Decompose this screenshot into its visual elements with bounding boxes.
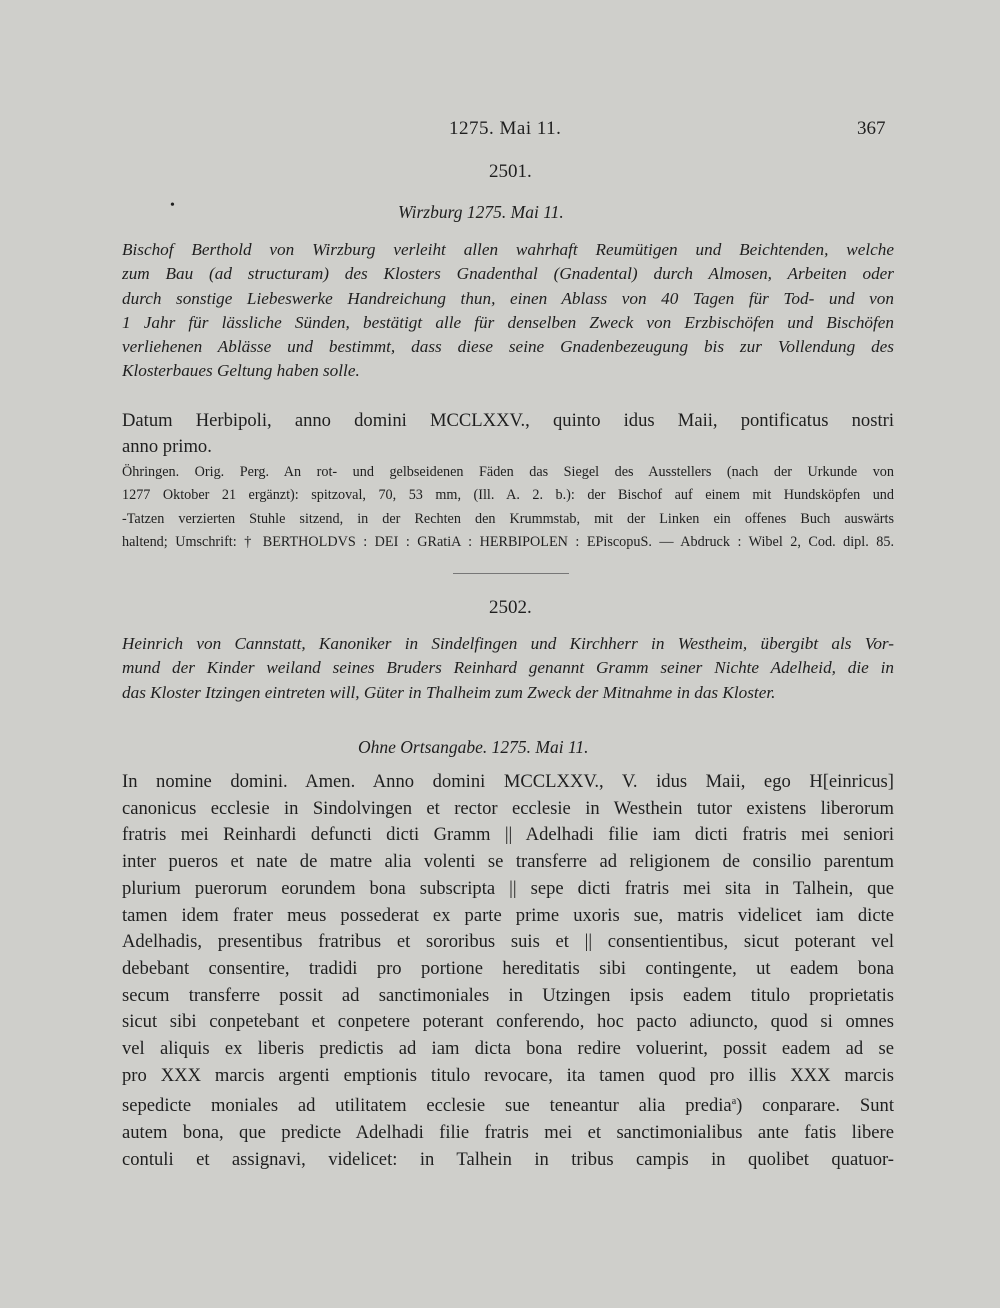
regest-line: 1 Jahr für lässliche Sünden, bestätigt alle für denselben Zweck von Erzbischöfen und Bischöfen (122, 312, 894, 332)
note-line: Öhringen. Orig. Perg. An rot- und gelbseidenen Fäden das Siegel des Ausstellers (nach der Urkunde von (122, 464, 894, 480)
text-line: In nomine domini. Amen. Anno domini MCCLXXV., V. idus Maii, ego H[einricus] (122, 771, 894, 792)
text-segment: sepedicte moniales ad utilitatem ecclesie sue teneantur alia predia (122, 1095, 732, 1117)
text-line: debebant consentire, tradidi pro portione hereditatis sibi contingente, ut eadem bona (122, 957, 894, 979)
text-line: canonicus ecclesie in Sindolvingen et rector ecclesie in Westhein tutor existens liberorum (122, 797, 894, 819)
regest-line: zum Bau (ad structuram) des Klosters Gnadenthal (Gnadental) durch Almosen, Arbeiten oder (122, 264, 894, 284)
text-line: plurium puerorum eorundem bona subscripta || sepe dicti fratris mei sita in Talhein, que (122, 877, 894, 899)
text-line: Adelhadis, presentibus fratribus et sororibus suis et || consentientibus, sicut poterant vel (122, 931, 894, 953)
text-line: fratris mei Reinhardi defuncti dicti Gramm || Adelhadi filie iam dicti fratris mei seniori (122, 824, 894, 846)
text-line: sicut sibi conpetebant et conpetere poterant conferendo, hoc pacto adiuncto, quod si omnes (122, 1011, 894, 1033)
place-date-2502: Ohne Ortsangabe. 1275. Mai 11. (358, 737, 589, 757)
regest-line: verliehenen Ablässe und bestimmt, dass diese seine Gnadenbezeugung bis zur Vollendung des (122, 337, 894, 357)
regest-line: Bischof Berthold von Wirzburg verleiht allen wahrhaft Reumütigen und Beichtenden, welche (122, 240, 894, 259)
charter-text-2502 (122, 769, 894, 1174)
text-line: contuli et assignavi, videlicet: in Talhein in tribus campis in quolibet quatuor- (122, 1149, 894, 1171)
document-number-2502: 2502. (489, 597, 532, 618)
regest-line: Klosterbaues Geltung haben solle. (122, 361, 360, 381)
bullet-mark: • (170, 198, 175, 213)
text-line: inter pueros et nate de matre alia volenti se transferre ad religionem de consilio parentum (122, 851, 894, 873)
note-line: haltend; Umschrift: † BERTHOLDVS : DEI : GRatiA : HERBIPOLEN : EPiscopuS. — Abdruck : Wibel 2, Cod. dipl. 85. (122, 534, 894, 551)
regest-line: mund der Kinder weiland seines Bruders Reinhard genannt Gramm seiner Nichte Adelheid, die in (122, 658, 894, 678)
regest-line: das Kloster Itzingen eintreten will, Güter in Thalheim zum Zweck der Mitnahme in das Kloster. (122, 682, 776, 702)
footnote-marker: a (731, 1096, 737, 1108)
regest-2502 (122, 632, 894, 705)
datum-clause-2501 (122, 408, 894, 460)
text-segment: ) conparare. Sunt (736, 1095, 894, 1117)
note-line: -Tatzen verzierten Stuhle sitzend, in der Rechten den Krummstab, mit der Linken ein offenes Buch auswärts (122, 510, 894, 527)
text-line-with-footnote (122, 1089, 894, 1120)
regest-line: Heinrich von Cannstatt, Kanoniker in Sindelfingen und Kirchherr in Westheim, übergibt als Vor- (122, 634, 894, 653)
regest-line: durch sonstige Liebeswerke Handreichung thun, einen Ablass von 40 Tagen für Tod- und von (122, 288, 894, 308)
section-divider (453, 573, 569, 574)
text-line: pro XXX marcis argenti emptionis titulo revocare, ita tamen quod pro illis XXX marcis (122, 1064, 894, 1086)
document-number-2501: 2501. (489, 161, 532, 182)
text-line: tamen idem frater meus possederat ex parte prime uxoris sue, matris videlicet iam dicte (122, 904, 894, 926)
datum-line: anno primo. (122, 436, 212, 457)
datum-line: Datum Herbipoli, anno domini MCCLXXV., quinto idus Maii, pontificatus nostri (122, 410, 894, 431)
note-line: 1277 Oktober 21 ergänzt): spitzoval, 70, 53 mm, (Ill. A. 2. b.): der Bischof auf einem mit Hundsköpfen und (122, 487, 894, 504)
page-number: 367 (857, 118, 886, 139)
archival-note-2501 (122, 461, 894, 555)
text-line: autem bona, que predicte Adelhadi filie fratris mei et sanctimonialibus ante fatis libere (122, 1122, 894, 1144)
regest-2501 (122, 238, 894, 384)
place-date-2501: Wirzburg 1275. Mai 11. (398, 202, 564, 222)
text-line: vel aliquis ex liberis predictis ad iam dicta bona redire voluerint, possit eadem ad se (122, 1038, 894, 1060)
running-header-date: 1275. Mai 11. (449, 118, 562, 139)
text-line: secum transferre possit ad sanctimoniales in Utzingen ipsis eadem titulo proprietatis (122, 984, 894, 1006)
